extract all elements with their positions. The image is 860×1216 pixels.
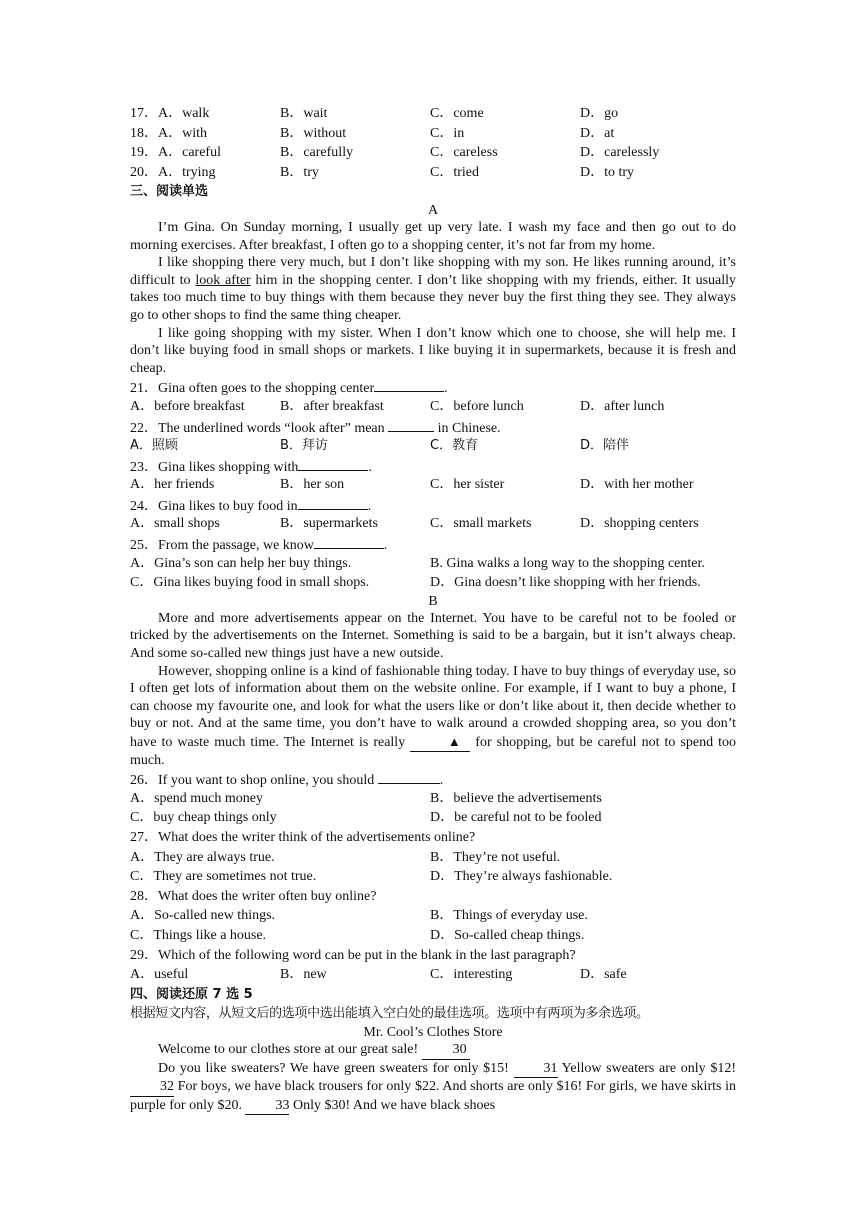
option-a: A．Gina’s son can help her buy things. (130, 555, 352, 571)
question-23: 23．Gina likes shopping with . (130, 456, 736, 476)
answer-blank (378, 769, 440, 784)
option-c: C．tried (430, 164, 479, 180)
section-heading-reading: 三、阅读单选 (130, 184, 209, 200)
options-17-20 (130, 104, 736, 182)
option-c: C．come (430, 106, 484, 121)
question-29: 29．Which of the following word can be put in the blank in the last paragraph? (130, 947, 576, 963)
option-d: D．So-called cheap things. (430, 927, 585, 943)
question-28-options-cd (130, 926, 736, 946)
option-a: A．small shops (130, 516, 220, 532)
option-c: C．Gina likes buying food in small shops. (130, 575, 370, 591)
option-d: D．with her mother (580, 477, 694, 493)
option-row-18 (130, 124, 736, 144)
store-paragraph-1: Welcome to our clothes store at our great sale! 30 (130, 1041, 736, 1060)
answer-blank (374, 377, 444, 392)
passage-a-paragraph-1: I’m Gina. On Sunday morning, I usually get up very late. I wash my face and then go out to do morning exercises. After breakfast, I often go to a shopping center, it’s not far from my home. (130, 219, 736, 253)
option-c: C．in (430, 125, 465, 141)
question-24: 24．Gina likes to buy food in . (130, 495, 736, 515)
option-a: A．before breakfast (130, 398, 245, 414)
option-c: C．They are sometimes not true. (130, 869, 317, 885)
option-c: C．buy cheap things only (130, 810, 277, 826)
question-21: 21．Gina often goes to the shopping center . (130, 377, 736, 397)
option-row-17 (130, 104, 736, 124)
option-a: 18．A．with (130, 125, 207, 141)
passage-a-paragraph-3: I like going shopping with my sister. When I don’t know which one to choose, she will help me. I don’t like buying food in small shops or markets. I like buying it in supermarkets, because it is fresh and cheap. (130, 325, 736, 376)
option-d: D．to try (580, 164, 635, 180)
option-b: B．her son (280, 477, 345, 493)
question-27: 27．What does the writer think of the advertisements online? (130, 829, 476, 845)
blank-33: 33 (245, 1097, 289, 1116)
question-22: 22．The underlined words “look after” mean in Chinese. (130, 417, 736, 437)
option-d: D．They’re always fashionable. (430, 869, 613, 885)
passage-b-paragraph-1: More and more advertisements appear on the Internet. You have to be careful not to be fooled or tricked by the advertisements on the Internet. Something is said to be a bargain, but it isn’t always cheap. And some so-called new things just have a new outside. (130, 610, 736, 662)
blank-31: 31 (514, 1060, 558, 1079)
option-b: B．They’re not useful. (430, 849, 561, 865)
option-a: 17．A．walk (130, 106, 210, 121)
option-d: D．陪伴 (580, 438, 630, 454)
passage-a-label: A (427, 202, 439, 218)
option-a: A．They are always true. (130, 849, 275, 865)
question-22-options (130, 436, 736, 456)
option-a: A．her friends (130, 477, 215, 493)
question-27-options-cd (130, 867, 736, 887)
section-instruction: 根据短文内容，从短文后的选项中选出能填入空白处的最佳选项。选项中有两项为多余选项。 (130, 1006, 649, 1022)
option-d: D．carelessly (580, 145, 660, 161)
answer-blank (298, 456, 368, 471)
store-paragraph-2: Do you like sweaters? We have green sweaters for only $15! 31 Yellow sweaters are only $12! 32 For boys, we have black trousers for only $22. And shorts are only $16! For girls, we have skirts in purple for only $20. 33 Only $30! And we have black shoes (130, 1060, 736, 1116)
question-28: 28．What does the writer often buy online? (130, 888, 377, 904)
option-a: A．So-called new things. (130, 908, 276, 924)
option-c: C．教育 (430, 438, 479, 454)
option-b: B. Gina walks a long way to the shopping center. (430, 555, 705, 571)
question-25-options-ab (130, 554, 736, 574)
option-b: B．without (280, 125, 347, 141)
option-a: 20．A．trying (130, 164, 216, 180)
option-d: D．after lunch (580, 398, 665, 414)
option-b: B．Things of everyday use. (430, 908, 588, 924)
option-b: B．supermarkets (280, 516, 378, 532)
option-d: D．safe (580, 967, 627, 983)
answer-blank (298, 495, 368, 510)
option-c: C．her sister (430, 477, 505, 493)
option-b: B．after breakfast (280, 398, 384, 414)
passage-b-label: B (428, 593, 438, 609)
option-b: B．try (280, 164, 319, 180)
question-23-options (130, 475, 736, 495)
store-title: Mr. Cool’s Clothes Store (363, 1024, 503, 1040)
question-27-options-ab (130, 848, 736, 868)
option-d: D．shopping centers (580, 516, 699, 532)
option-a: 19．A．careful (130, 145, 221, 161)
underlined-phrase: look after (195, 272, 251, 288)
question-21-options (130, 397, 736, 417)
question-25: 25．From the passage, we know . (130, 534, 736, 554)
question-25-options-cd (130, 573, 736, 593)
option-c: C．small markets (430, 516, 532, 532)
option-c: C．careless (430, 145, 498, 161)
option-b: B．carefully (280, 145, 354, 161)
option-d: D．go (580, 106, 619, 121)
blank-32: 32 (130, 1078, 174, 1097)
question-24-options (130, 514, 736, 534)
option-b: B．wait (280, 106, 328, 121)
option-row-19 (130, 143, 736, 163)
question-26-options-ab (130, 789, 736, 809)
option-a: A．useful (130, 967, 189, 983)
triangle-blank: ▲ (410, 733, 470, 752)
question-26-options-cd (130, 808, 736, 828)
option-d: D．Gina doesn’t like shopping with her friends. (430, 575, 701, 591)
option-a: A．spend much money (130, 790, 263, 806)
option-d: D．at (580, 125, 615, 141)
option-b: B．拜访 (280, 438, 328, 454)
question-28-options-ab (130, 906, 736, 926)
option-a: A．照顾 (130, 438, 178, 454)
option-row-20 (130, 163, 736, 183)
option-c: C．before lunch (430, 398, 524, 414)
question-29-options (130, 965, 736, 985)
passage-a-paragraph-2: I like shopping there very much, but I don’t like shopping with my son. He likes running around, it’s difficult to look after him in the shopping center. I don’t like shopping with my friends, either. It usually takes too much time to buy things with them because they never buy the first thing they see. They always go to other shops to find the same thing cheaper. (130, 255, 737, 323)
option-c: C．Things like a house. (130, 927, 267, 943)
exam-page (130, 104, 736, 1115)
answer-blank (314, 534, 384, 549)
question-26: 26．If you want to shop online, you should . (130, 769, 736, 789)
blank-30: 30 (422, 1041, 470, 1060)
option-b: B．believe the advertisements (430, 790, 602, 806)
option-d: D．be careful not to be fooled (430, 810, 602, 826)
option-c: C．interesting (430, 967, 513, 983)
option-b: B．new (280, 967, 327, 983)
section-heading-cloze: 四、阅读还原 7 选 5 (130, 986, 253, 1002)
answer-blank (388, 417, 434, 432)
passage-b-paragraph-2: However, shopping online is a kind of fashionable thing today. I have to buy things of everyday use, so I often get lots of information about them on the website online. For example, if I want to buy a phone, I can choose my favourite one, and look for what the users like or don’t like about it, then decide whether to buy or not. And at the same time, you don’t have to walk around a crowded shopping area, so you don’t have to waste much time. The Internet is really ▲ for shopping, but be careful not to spend too much. (130, 663, 737, 768)
